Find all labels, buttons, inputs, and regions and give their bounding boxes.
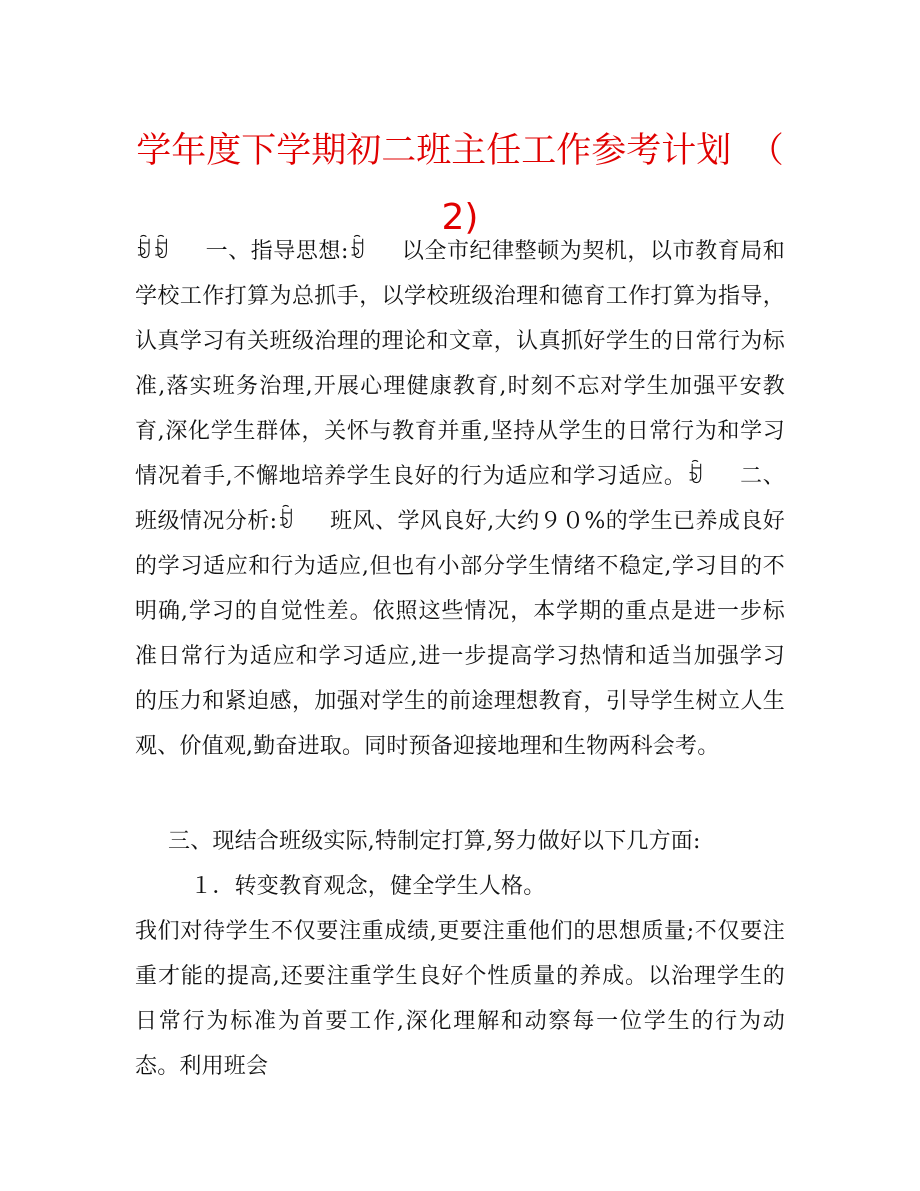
document-title-line2: 2) xyxy=(441,197,479,238)
paragraph-section-three-heading: 三、现结合班级实际,特制定打算,努力做好以下几方面: xyxy=(168,829,701,854)
document-title-line1: 学年度下学期初二班主任工作参考计划 （ xyxy=(136,131,784,171)
paragraph-guiding-ideology: ꀁꀁ 一、指导思想:ꀁ 以全市纪律整顿为契机，以市教育局和学校工作打算为总抓手，以学校班级治理和德育工作打算为指导，认真学习有关班级治理的理论和文章，认真抓好学生的日常行为标准,落实班务治理,开展心理健康教育,时刻不忘对学生加强平安教育,深化学生群体，关怀与教育并重,坚持从学生的日常行为和学习情况着手,不懈地培养学生良好的行为适应和学习适应。ꀁ 二、班级情况分析:ꀁ 班风、学风良好,大约９０%的学生已养成良好的学习适应和行为适应,但也有小部分学生情绪不稳定,学习目的不明确,学习的自觉性差。依照这些情况，本学期的重点是进一步标准日常行为适应和学习适应,进一步提高学习热情和适当加强学习的压力和紧迫感，加强对学生的前途理想教育，引导学生树立人生观、价值观,勤奋进取。同时预备迎接地理和生物两科会考。 xyxy=(135,239,785,759)
paragraph-item-one-body: 我们对待学生不仅要注重成绩,更要注重他们的思想质量;不仅要注重才能的提高,还要注重学生良好个性质量的养成。以治理学生的日常行为标准为首要工作,深化理解和动察每一位学生的行为动态。利用班会 xyxy=(135,919,785,1079)
paragraph-item-one-heading: １．转变教育观念，健全学生人格。 xyxy=(168,874,546,899)
